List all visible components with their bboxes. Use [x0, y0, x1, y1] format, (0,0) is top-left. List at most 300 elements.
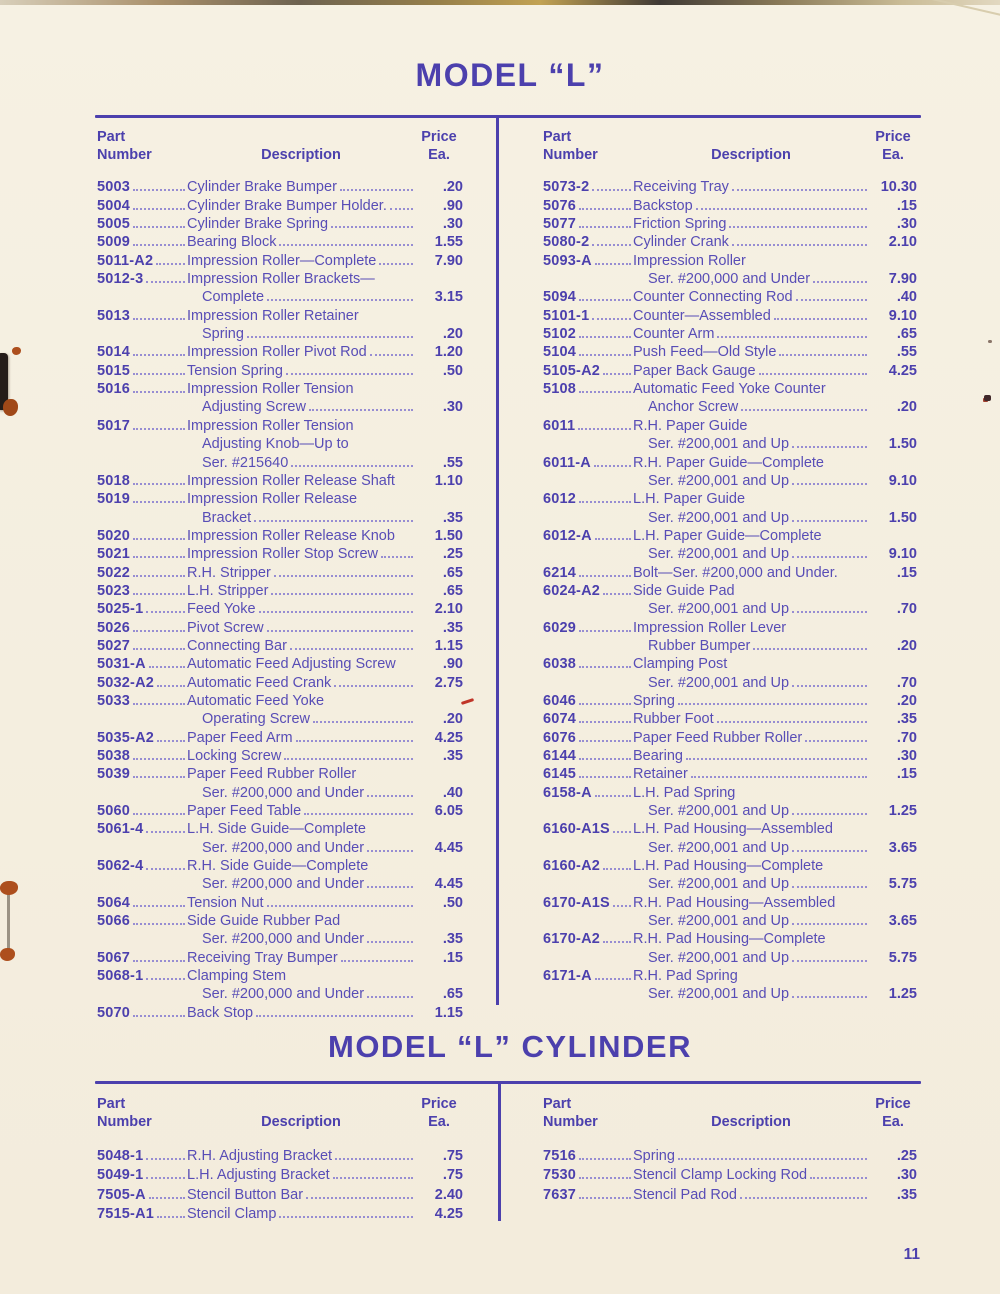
- part-description: Stencil Button Bar: [187, 1186, 304, 1203]
- part-number: 6214: [543, 564, 577, 581]
- table-row-line: [97, 324, 463, 342]
- part-description: Cylinder Brake Bumper Holder.: [187, 197, 387, 214]
- header-description: Description: [711, 147, 791, 163]
- part-number-cell: [543, 326, 633, 342]
- part-number-cell: [97, 253, 187, 269]
- part-description: Ser. #200,001 and Up: [648, 986, 790, 1003]
- part-price: 1.25: [888, 803, 917, 820]
- part-price: .55: [442, 454, 463, 471]
- table-row-line: [543, 874, 917, 892]
- part-number: 5035-A2: [97, 729, 155, 746]
- part-description: Bolt—Ser. #200,000 and Under.: [633, 564, 838, 581]
- part-number: 5022: [97, 564, 131, 581]
- dot-leader: [335, 1158, 413, 1160]
- part-number: 5009: [97, 234, 131, 251]
- part-description: Tension Spring: [187, 362, 283, 379]
- table-row-line: [97, 654, 463, 672]
- part-description: Bearing: [633, 748, 683, 764]
- part-number: 7637: [543, 1186, 577, 1203]
- part-number-cell: [97, 913, 187, 929]
- part-number: 5021: [97, 546, 131, 563]
- part-description: Stencil Clamp: [187, 1206, 277, 1223]
- cylinder-left-column: [97, 1093, 463, 1222]
- dot-leader: [578, 428, 631, 430]
- part-number-cell: [543, 821, 633, 837]
- part-number-cell: [97, 675, 187, 691]
- part-number: 5027: [97, 637, 131, 654]
- dot-leader: [381, 556, 413, 558]
- part-number: 5070: [97, 1004, 131, 1021]
- dot-leader: [753, 648, 867, 650]
- table-row-line: [543, 452, 917, 470]
- part-description: L.H. Pad Spring: [633, 784, 736, 801]
- part-number: 5004: [97, 197, 131, 214]
- dot-leader: [133, 501, 185, 503]
- table-row-line: [543, 342, 917, 360]
- part-price: .30: [442, 216, 463, 233]
- dot-leader: [334, 685, 413, 687]
- dot-leader: [279, 244, 413, 246]
- dot-leader: [792, 556, 867, 558]
- part-description: Impression Roller Tension: [187, 381, 354, 398]
- part-description: Impression Roller—Complete: [187, 252, 377, 269]
- dot-leader: [133, 575, 185, 577]
- part-number-cell: [543, 381, 633, 397]
- dot-leader: [156, 263, 185, 265]
- part-description: Bearing Block: [187, 234, 277, 251]
- dot-leader: [267, 299, 413, 301]
- part-price: 4.25: [888, 362, 917, 379]
- dot-leader: [149, 666, 185, 668]
- dot-leader: [594, 465, 631, 467]
- dot-leader: [133, 189, 185, 191]
- part-description: Pivot Screw: [187, 619, 264, 636]
- part-price: .25: [442, 546, 463, 563]
- part-number: 6012: [543, 491, 577, 508]
- part-price: 4.25: [434, 729, 463, 746]
- part-number-cell: [97, 344, 187, 360]
- part-number-cell: [97, 638, 187, 654]
- part-price: 3.65: [888, 913, 917, 930]
- part-number: 5064: [97, 894, 131, 911]
- dot-leader: [579, 1197, 631, 1199]
- dot-leader: [146, 1177, 185, 1179]
- dot-leader: [291, 465, 413, 467]
- dot-leader: [133, 226, 185, 228]
- dot-leader: [732, 189, 867, 191]
- part-number: 6158-A: [543, 784, 592, 801]
- part-number: 6170-A2: [543, 931, 601, 948]
- header-description: Description: [711, 1114, 791, 1130]
- header-part: Part: [543, 129, 572, 145]
- part-description: Feed Yoke: [187, 601, 256, 618]
- dot-leader: [678, 703, 867, 705]
- header-number: Number: [97, 1114, 152, 1130]
- part-price: .15: [442, 949, 463, 966]
- dot-leader: [133, 1015, 185, 1017]
- table-row-line: [543, 691, 917, 709]
- dot-leader: [146, 611, 185, 613]
- part-number: 5017: [97, 417, 131, 434]
- dot-leader: [717, 336, 867, 338]
- dot-leader: [133, 776, 185, 778]
- rust-spot: [3, 399, 18, 416]
- table-header: [97, 1093, 463, 1131]
- header-number: Number: [97, 147, 152, 163]
- part-price: 1.55: [434, 234, 463, 251]
- part-price: 1.15: [434, 637, 463, 654]
- dot-leader: [774, 318, 867, 320]
- part-number: 5049-1: [97, 1167, 144, 1184]
- part-description: L.H. Pad Housing—Assembled: [633, 821, 833, 838]
- model-l-right-column: [543, 126, 917, 1002]
- table-top-rule: [95, 115, 921, 118]
- table-row-line: [543, 415, 917, 433]
- dot-leader: [579, 336, 631, 338]
- part-number: 6160-A2: [543, 858, 601, 875]
- table-row-line: [543, 471, 917, 489]
- part-price: 2.10: [434, 601, 463, 618]
- part-description: Impression Roller Release Shaft: [187, 472, 395, 489]
- part-number-cell: [543, 656, 633, 672]
- table-row-line: [543, 379, 917, 397]
- table-row-line: [543, 195, 917, 213]
- part-description: Receiving Tray Bumper: [187, 949, 338, 966]
- part-description: Cylinder Crank: [633, 234, 729, 251]
- dot-leader: [678, 1158, 867, 1160]
- part-number: 5068-1: [97, 968, 144, 985]
- part-number-cell: [543, 785, 633, 801]
- dot-leader: [792, 446, 867, 448]
- part-number: 5102: [543, 326, 577, 343]
- ink-speck: [984, 395, 991, 401]
- part-number-cell: [97, 821, 187, 837]
- dot-leader: [592, 189, 631, 191]
- dot-leader: [290, 648, 413, 650]
- part-price: 1.50: [888, 509, 917, 526]
- part-description: Ser. #200,001 and Up: [648, 803, 790, 820]
- part-number-cell: [543, 583, 633, 599]
- dot-leader: [696, 208, 867, 210]
- dot-leader: [256, 1015, 413, 1017]
- table-row-line: [97, 250, 463, 268]
- table-row-line: [97, 287, 463, 305]
- part-description: R.H. Paper Guide—Complete: [633, 454, 824, 471]
- header-price-ea: [415, 126, 463, 164]
- part-number: 7515-A1: [97, 1206, 155, 1223]
- part-number-cell: [543, 693, 633, 709]
- part-price: .30: [896, 216, 917, 233]
- table-row-line: [543, 801, 917, 819]
- table-row-line: [543, 947, 917, 965]
- part-number: 5016: [97, 381, 131, 398]
- part-number: 5031-A: [97, 656, 146, 673]
- dot-leader: [133, 391, 185, 393]
- parts-list: [543, 177, 917, 1002]
- part-description: Counter—Assembled: [633, 307, 771, 324]
- dot-leader: [296, 740, 413, 742]
- part-description: Impression Roller Retainer: [187, 307, 359, 324]
- table-row-line: [97, 452, 463, 470]
- part-price: 1.10: [434, 472, 463, 489]
- part-number: 6074: [543, 711, 577, 728]
- table-row-line: [97, 819, 463, 837]
- part-description: L.H. Stripper: [187, 582, 269, 599]
- part-price: .65: [442, 564, 463, 581]
- part-number-cell: [543, 1187, 633, 1203]
- header-price-ea: [869, 126, 917, 164]
- part-number: 6170-A1S: [543, 894, 610, 911]
- part-number-cell: [543, 730, 633, 746]
- part-number-cell: [97, 1148, 187, 1164]
- dot-leader: [133, 556, 185, 558]
- dot-leader: [267, 905, 413, 907]
- dot-leader: [741, 409, 867, 411]
- part-price: 9.10: [888, 546, 917, 563]
- part-price: 5.75: [888, 876, 917, 893]
- part-number: 5067: [97, 949, 131, 966]
- part-number: 5025-1: [97, 601, 144, 618]
- dot-leader: [759, 373, 867, 375]
- part-number: 6145: [543, 766, 577, 783]
- dot-leader: [579, 501, 631, 503]
- dot-leader: [133, 373, 185, 375]
- part-number-cell: [97, 968, 187, 984]
- part-number-cell: [97, 198, 187, 214]
- table-row-line: [543, 287, 917, 305]
- table-row-line: [543, 617, 917, 635]
- table-header: [543, 126, 917, 164]
- part-description: Ser. #215640: [202, 454, 289, 471]
- part-description: Adjusting Knob—Up to: [202, 436, 349, 453]
- part-number-cell: [543, 344, 633, 360]
- part-number-cell: [97, 473, 187, 489]
- dot-leader: [304, 813, 413, 815]
- header-ea: Ea.: [882, 1114, 904, 1130]
- dot-leader: [579, 758, 631, 760]
- table-row-line: [97, 581, 463, 599]
- part-number: 5104: [543, 344, 577, 361]
- part-number-cell: [543, 363, 633, 379]
- part-description: Ser. #200,001 and Up: [648, 509, 790, 526]
- part-description: Spring: [633, 1147, 675, 1164]
- table-row-line: [97, 947, 463, 965]
- table-row-line: [97, 177, 463, 195]
- part-number: 6029: [543, 619, 577, 636]
- part-description: Impression Roller Tension: [187, 417, 354, 434]
- part-price: .20: [442, 326, 463, 343]
- part-number-cell: [543, 253, 633, 269]
- table-row-line: [97, 984, 463, 1002]
- table-row-line: [543, 599, 917, 617]
- dot-leader: [133, 960, 185, 962]
- part-description: R.H. Adjusting Bracket: [187, 1147, 333, 1164]
- dot-leader: [146, 1158, 185, 1160]
- table-row-line: [97, 342, 463, 360]
- part-description: Cylinder Brake Spring: [187, 216, 329, 233]
- part-price: .65: [442, 986, 463, 1003]
- part-price: .20: [896, 692, 917, 709]
- table-row-line: [97, 636, 463, 654]
- table-row-line: [97, 966, 463, 984]
- part-description: Clamping Stem: [187, 968, 287, 985]
- part-number: 5015: [97, 362, 131, 379]
- part-description: Anchor Screw: [648, 399, 739, 416]
- part-number: 5066: [97, 913, 131, 930]
- table-row-line: [543, 782, 917, 800]
- table-row-line: [543, 250, 917, 268]
- table-row-line: [543, 672, 917, 690]
- part-description: L.H. Pad Housing—Complete: [633, 858, 824, 875]
- table-row-line: [97, 599, 463, 617]
- part-description: Rubber Foot: [633, 711, 714, 728]
- dot-leader: [267, 630, 413, 632]
- staple-wire: [7, 893, 10, 955]
- table-row-line: [97, 1203, 463, 1223]
- part-description: Ser. #200,000 and Under: [202, 784, 365, 801]
- table-row-line: [543, 746, 917, 764]
- part-number-cell: [543, 216, 633, 232]
- part-number-cell: [543, 528, 633, 544]
- dot-leader: [146, 978, 185, 980]
- part-price: 1.15: [434, 1004, 463, 1021]
- rust-spot: [0, 881, 18, 895]
- dot-leader: [579, 1177, 631, 1179]
- part-price: .40: [896, 289, 917, 306]
- dot-leader: [146, 831, 185, 833]
- part-number: 5003: [97, 179, 131, 196]
- table-row-line: [97, 911, 463, 929]
- part-description: Receiving Tray: [633, 179, 729, 196]
- dot-leader: [274, 575, 413, 577]
- part-number-cell: [543, 931, 633, 947]
- table-row-line: [543, 709, 917, 727]
- dot-leader: [579, 666, 631, 668]
- part-price: .20: [442, 179, 463, 196]
- part-price: 4.25: [434, 1206, 463, 1223]
- dot-leader: [579, 1158, 631, 1160]
- part-number-cell: [97, 546, 187, 562]
- dot-leader: [133, 538, 185, 540]
- model-l-left-column: [97, 126, 463, 1021]
- dot-leader: [792, 886, 867, 888]
- dot-leader: [691, 776, 867, 778]
- part-number: 7516: [543, 1147, 577, 1164]
- part-description: Complete: [202, 289, 265, 306]
- table-row-line: [543, 507, 917, 525]
- part-price: .75: [442, 1167, 463, 1184]
- table-row-line: [543, 1183, 917, 1203]
- dot-leader: [740, 1197, 867, 1199]
- part-description: Cylinder Brake Bumper: [187, 179, 337, 196]
- table-row-line: [543, 562, 917, 580]
- table-header: [543, 1093, 917, 1131]
- table-row-line: [543, 1144, 917, 1164]
- dot-leader: [603, 593, 631, 595]
- table-row-line: [97, 691, 463, 709]
- part-description: Impression Roller Stop Screw: [187, 546, 378, 563]
- part-description: R.H. Pad Housing—Assembled: [633, 894, 836, 911]
- part-description: Ser. #200,001 and Up: [648, 674, 790, 691]
- dot-leader: [592, 244, 631, 246]
- dot-leader: [279, 1216, 413, 1218]
- part-description: Paper Feed Arm: [187, 729, 293, 746]
- part-description: R.H. Pad Housing—Complete: [633, 931, 826, 948]
- table-row-line: [543, 911, 917, 929]
- dot-leader: [341, 960, 413, 962]
- part-price: 10.30: [880, 179, 917, 196]
- dot-leader: [579, 299, 631, 301]
- header-price: Price: [875, 129, 911, 145]
- part-number-cell: [543, 711, 633, 727]
- part-price: 2.75: [434, 674, 463, 691]
- table-row-line: [97, 892, 463, 910]
- table-row-line: [97, 544, 463, 562]
- table-row-line: [543, 489, 917, 507]
- dot-leader: [157, 685, 185, 687]
- part-price: .30: [442, 399, 463, 416]
- part-price: 4.45: [434, 876, 463, 893]
- part-number: 5062-4: [97, 858, 144, 875]
- dot-leader: [306, 1197, 413, 1199]
- dot-leader: [133, 244, 185, 246]
- dot-leader: [792, 850, 867, 852]
- dot-leader: [595, 538, 631, 540]
- part-description: Impression Roller Pivot Rod: [187, 344, 367, 361]
- header-part: Part: [97, 129, 126, 145]
- part-price: .35: [442, 509, 463, 526]
- part-number-cell: [543, 308, 633, 324]
- part-price: .30: [896, 1167, 917, 1184]
- part-number-cell: [543, 179, 633, 195]
- part-number: 5101-1: [543, 307, 590, 324]
- dot-leader: [813, 281, 867, 283]
- parts-list: [97, 177, 463, 1021]
- dot-leader: [792, 483, 867, 485]
- header-ea: Ea.: [428, 147, 450, 163]
- part-price: .90: [442, 656, 463, 673]
- part-price: .20: [442, 711, 463, 728]
- table-row-line: [97, 1164, 463, 1184]
- part-number-cell: [97, 565, 187, 581]
- part-price: 1.50: [888, 436, 917, 453]
- part-number: 5048-1: [97, 1147, 144, 1164]
- part-number-cell: [543, 455, 633, 471]
- part-description: R.H. Pad Spring: [633, 968, 738, 985]
- dot-leader: [579, 721, 631, 723]
- part-description: Ser. #200,001 and Up: [648, 472, 790, 489]
- part-number: 6046: [543, 692, 577, 709]
- part-number: 5080-2: [543, 234, 590, 251]
- dot-leader: [146, 281, 185, 283]
- part-number-cell: [543, 418, 633, 434]
- dot-leader: [309, 409, 413, 411]
- table-row-line: [97, 672, 463, 690]
- table-row-line: [543, 1164, 917, 1184]
- part-price: 7.90: [888, 271, 917, 288]
- part-description: Ser. #200,000 and Under: [648, 271, 811, 288]
- page-number: 11: [903, 1246, 920, 1263]
- part-description: Impression Roller Release: [187, 491, 358, 508]
- part-number: 5011-A2: [97, 252, 154, 269]
- part-number-cell: [97, 950, 187, 966]
- table-row-line: [97, 397, 463, 415]
- dot-leader: [603, 941, 631, 943]
- column-divider: [496, 115, 499, 1005]
- part-price: .15: [896, 197, 917, 214]
- dot-leader: [805, 740, 867, 742]
- part-number: 6076: [543, 729, 577, 746]
